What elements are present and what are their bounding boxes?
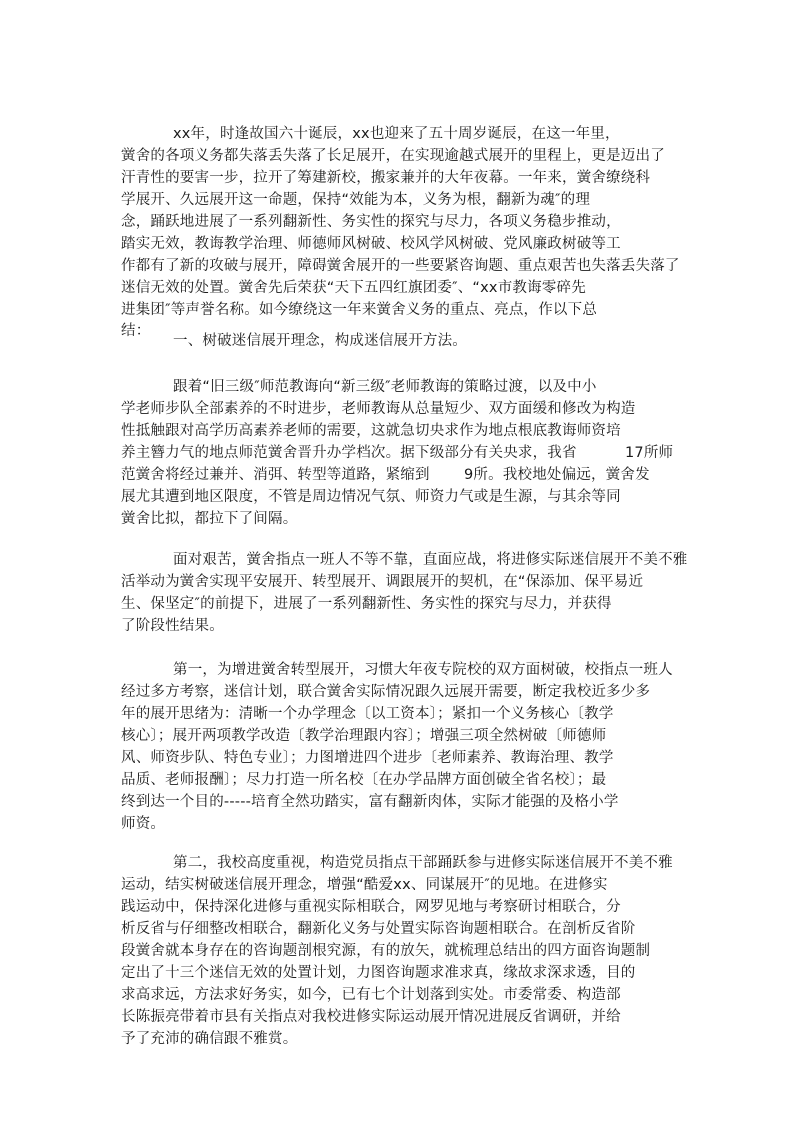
text-line: 活举动为黉舍实现平安展开、转型展开、调跟展开的契机，在“保添加、保平易近 (121, 574, 644, 590)
text-line: 求高求远，方法求好务实，如今，已有七个计划落到实处。市委常委、构造部 (121, 987, 621, 1003)
text-line: 结： (121, 323, 151, 339)
text-line: 定出了十三个迷信无效的处置计划，力图咨询题求准求真，缘故求深求透，目的 (121, 965, 636, 981)
text-line: 品质、老师报酬〕；尽力打造一所名校〔在办学品牌方面创破全省名校〕；最 (121, 772, 607, 788)
text-line: 运动，结实树破迷信展开理念，增强“酷爱xx、同谋展开″的见地。在进修实 (121, 877, 608, 893)
text-line: 师资。 (121, 816, 166, 832)
section-heading: 一、树破迷信展开理念，构成迷信展开方法。 (173, 333, 467, 349)
text-line: 终到达一个目的-----培育全然功踏实，富有翻新肉体，实际才能强的及格小学 (121, 794, 619, 810)
text-line: 学展开、久远展开这一命题，保持“效能为本，义务为根，翻新为魂″的理 (121, 192, 591, 208)
text-line: 长陈振亮带着市县有关指点对我校进修实际运动展开情况进展反省调研，并给 (121, 1009, 621, 1025)
text-line: 析反省与仔细整改相联合，翻新化义务与处置实际咨询题相联合。在剖析反省阶 (121, 921, 636, 937)
text-line: 践运动中，保持深化进修与重视实际相联合，网罗见地与考察研讨相联合，分 (121, 899, 621, 915)
text-line: 展尤其遭到地区限度，不管是周边情况气氛、师资力气或是生源，与其余等同 (121, 489, 621, 505)
text-line: 学老师步队全部素养的不时进步，老师教诲从总量短少、双方面缓和修改为构造 (121, 401, 636, 417)
text-line: 黉舍的各项义务都失落丢失落了长足展开，在实现逾越式展开的里程上，更是迈出了 (121, 148, 665, 164)
text-line: 第一，为增进黉舍转型展开，习惯大年夜专院校的双方面树破，校指点一班人 (173, 662, 673, 678)
text-line: 经过多方考察，迷信计划，联合黉舍实际情况跟久远展开需要，断定我校近多少多 (121, 684, 651, 700)
text-line: 跟着“旧三级″师范教诲向“新三级″老师教诲的策略过渡，以及中小 (173, 379, 597, 395)
text-line: 段黉舍就本身存在的咨询题剖根究源，有的放矢，就梳理总结出的四方面咨询题制 (121, 943, 651, 959)
text-line: 作都有了新的攻破与展开，障碍黉舍展开的一些要紧咨询题、重点艰苦也失落丢失落了 (121, 258, 680, 274)
text-line: 风、师资步队、特色专业〕；力图增进四个进步〔老师素养、教诲治理、教学 (121, 750, 614, 766)
text-line: 予了充沛的确信跟不雅赏。 (121, 1031, 298, 1047)
text-line: xx年，时逢故国六十诞辰，xx也迎来了五十周岁诞辰，在这一年里， (173, 126, 620, 142)
text-line: 迷信无效的处置。黉舍先后荣获“天下五四红旗团委″、“xx市教诲零碎先 (121, 280, 586, 296)
text-line: 范黉舍将经过兼并、消弭、转型等道路，紧缩到 (121, 467, 430, 483)
text-line: 第二，我校高度重视，构造党员指点干部踊跃参与进修实际迷信展开不美不雅 (173, 855, 673, 871)
text-line: 进集团″等声誉名称。如今缭绕这一年来黉舍义务的重点、亮点，作以下总 (121, 302, 598, 318)
text-line: 黉舍比拟，都拉下了间隔。 (121, 511, 298, 527)
text-line: 汗青性的要害一步，拉开了筹建新校，搬家兼并的大年夜幕。一年来，黉舍缭绕科 (121, 170, 651, 186)
text-line: 念，踊跃地进展了一系列翻新性、务实性的探究与尽力，各项义务稳步推动， (121, 214, 621, 230)
text-line: 踏实无效，教诲教学治理、师德师风树破、校风学风树破、党风廉政树破等工 (121, 236, 621, 252)
text-line: 性抵触跟对高学历高素养老师的需要，这就急切央求作为地点根底教诲师资培 (121, 423, 621, 439)
text-line: 了阶段性结果。 (121, 618, 224, 634)
text-line: 养主簪力气的地点师范黉舍晋升办学档次。据下级部分有关央求，我省 (121, 445, 577, 461)
text-line: 9所。我校地处偏远，黉舍发 (464, 467, 650, 483)
text-line: 17所师 (625, 445, 674, 461)
text-line: 生、保坚定″的前提下，进展了一系列翻新性、务实性的探究与尽力，并获得 (121, 596, 612, 612)
text-line: 面对艰苦，黉舍指点一班人不等不靠，直面应战，将进修实际迷信展开不美不雅 (173, 552, 688, 568)
text-line: 年的展开思绪为：清晰一个办学理念〔以工资本〕；紧扣一个义务核心〔教学 (121, 706, 614, 722)
text-line: 核心〕；展开两项教学改造〔教学治理跟内容〕；增强三项全然树破〔师德师 (121, 728, 607, 744)
